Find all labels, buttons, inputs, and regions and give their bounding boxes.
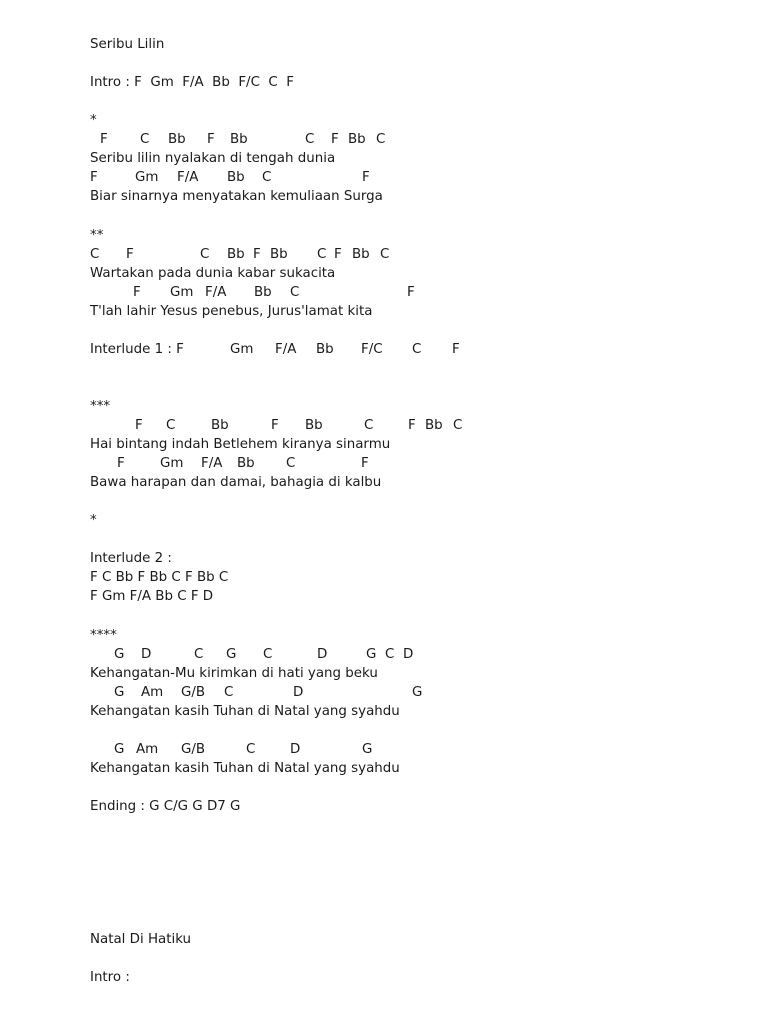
chord-line: F Gm F/A Bb C F D — [90, 589, 214, 605]
chord-line: F/A — [205, 284, 227, 300]
chord-line: F — [408, 418, 416, 433]
chord-line: F — [331, 132, 339, 148]
section-marker: *** — [90, 398, 111, 414]
lyric-line: Kehangatan-Mu kirimkan di hati yang beku — [90, 665, 378, 681]
song-title: Seribu Lilin — [90, 37, 165, 52]
lyric-line: Biar sinarnya menyatakan kemuliaan Surga — [90, 189, 383, 205]
chord-line: Interlude 2 : — [90, 551, 172, 567]
lyric-line: Seribu lilin nyalakan di tengah dunia — [90, 151, 336, 167]
chord-line: C — [380, 246, 390, 262]
chord-line: C — [376, 132, 386, 148]
chord-line: G/B — [181, 741, 206, 757]
chord-line: C — [305, 132, 315, 148]
section-marker: * — [90, 113, 97, 129]
chord-line: C — [90, 246, 100, 262]
chord-line: F — [117, 456, 125, 472]
chord-line: C — [166, 418, 176, 433]
chord-line: Ending : G C/G G D7 G — [90, 799, 241, 814]
chord-line: Bb — [305, 418, 323, 433]
chord-line: Am — [136, 741, 159, 757]
chord-line: F — [334, 246, 342, 262]
chord-line: Bb — [227, 246, 245, 262]
song-title: Natal Di Hatiku — [90, 932, 192, 948]
chord-line: C — [263, 646, 273, 662]
chord-line: C — [200, 246, 210, 262]
chord-line: Bb — [348, 132, 366, 148]
chord-line: Bb — [211, 418, 229, 433]
chord-line: D — [293, 684, 304, 700]
chord-line: C — [385, 646, 395, 662]
chord-line: Intro : — [90, 970, 130, 986]
section-marker: **** — [90, 627, 117, 643]
chord-line: F — [135, 418, 143, 433]
chord-line: C — [262, 170, 272, 186]
lyric-line: Hai bintang indah Betlehem kiranya sinarmu — [90, 437, 391, 453]
chord-line: C — [246, 741, 256, 757]
chord-line: D — [317, 646, 328, 662]
chord-line: Bb — [270, 246, 288, 262]
chord-line: F/A — [275, 341, 297, 357]
chord-line: Bb — [352, 246, 370, 262]
section-marker: * — [90, 513, 97, 529]
chord-line: C — [453, 418, 463, 433]
chord-line: C — [290, 284, 300, 300]
chord-line: Bb — [237, 456, 255, 472]
chord-line: G — [226, 646, 237, 662]
chord-line: Intro : F Gm F/A Bb F/C C F — [90, 75, 294, 91]
chord-line: F — [90, 170, 98, 186]
chord-line: D — [403, 646, 414, 662]
chord-line: C — [224, 684, 234, 700]
chord-line: Bb — [168, 132, 186, 148]
chord-line: C — [364, 418, 374, 433]
chord-line: Gm — [230, 341, 254, 357]
chord-line: Bb — [316, 341, 334, 357]
lyric-line: T'lah lahir Yesus penebus, Jurus'lamat kita — [90, 303, 373, 319]
chord-line: Bb — [227, 170, 245, 186]
chord-line: F — [100, 132, 108, 148]
chord-line: D — [290, 741, 301, 757]
chord-line: Am — [141, 684, 164, 700]
chord-line: Bb — [254, 284, 272, 300]
chord-line: F — [271, 418, 279, 433]
chord-line: G/B — [181, 684, 206, 700]
chord-line: C — [286, 456, 296, 472]
chord-line: F/C — [361, 341, 383, 357]
chord-line: F — [362, 170, 370, 186]
chord-line: F — [207, 132, 215, 148]
chord-line: Interlude 1 : F — [90, 341, 184, 357]
chord-line: G — [412, 684, 423, 700]
chord-line: F — [133, 284, 141, 300]
chord-line: F — [407, 284, 415, 300]
lyric-line: Kehangatan kasih Tuhan di Natal yang syahdu — [90, 760, 400, 776]
chord-line: G — [362, 741, 373, 757]
chord-line: Bb — [230, 132, 248, 148]
chord-line: Gm — [135, 170, 159, 186]
chord-line: C — [194, 646, 204, 662]
chord-line: Gm — [170, 284, 194, 300]
chord-line: G — [114, 741, 125, 757]
chord-line: G — [366, 646, 377, 662]
chord-line: Gm — [160, 456, 184, 472]
chord-line: F — [253, 246, 261, 262]
chord-line: F C Bb F Bb C F Bb C — [90, 570, 229, 586]
lyric-line: Kehangatan kasih Tuhan di Natal yang syahdu — [90, 703, 400, 719]
chord-line: Bb — [425, 418, 443, 433]
chord-line: F — [452, 341, 460, 357]
section-marker: ** — [90, 227, 104, 243]
chord-line: C — [412, 341, 422, 357]
chord-line: G — [114, 646, 125, 662]
lyric-line: Bawa harapan dan damai, bahagia di kalbu — [90, 475, 382, 491]
chord-line: F/A — [177, 170, 199, 186]
chord-line: G — [114, 684, 125, 700]
chord-line: C — [140, 132, 150, 148]
chord-line: F/A — [201, 456, 223, 472]
chord-line: F — [126, 246, 134, 262]
chord-line: D — [141, 646, 152, 662]
chord-line: C — [317, 246, 327, 262]
chord-line: F — [361, 456, 369, 472]
lyric-line: Wartakan pada dunia kabar sukacita — [90, 265, 336, 281]
